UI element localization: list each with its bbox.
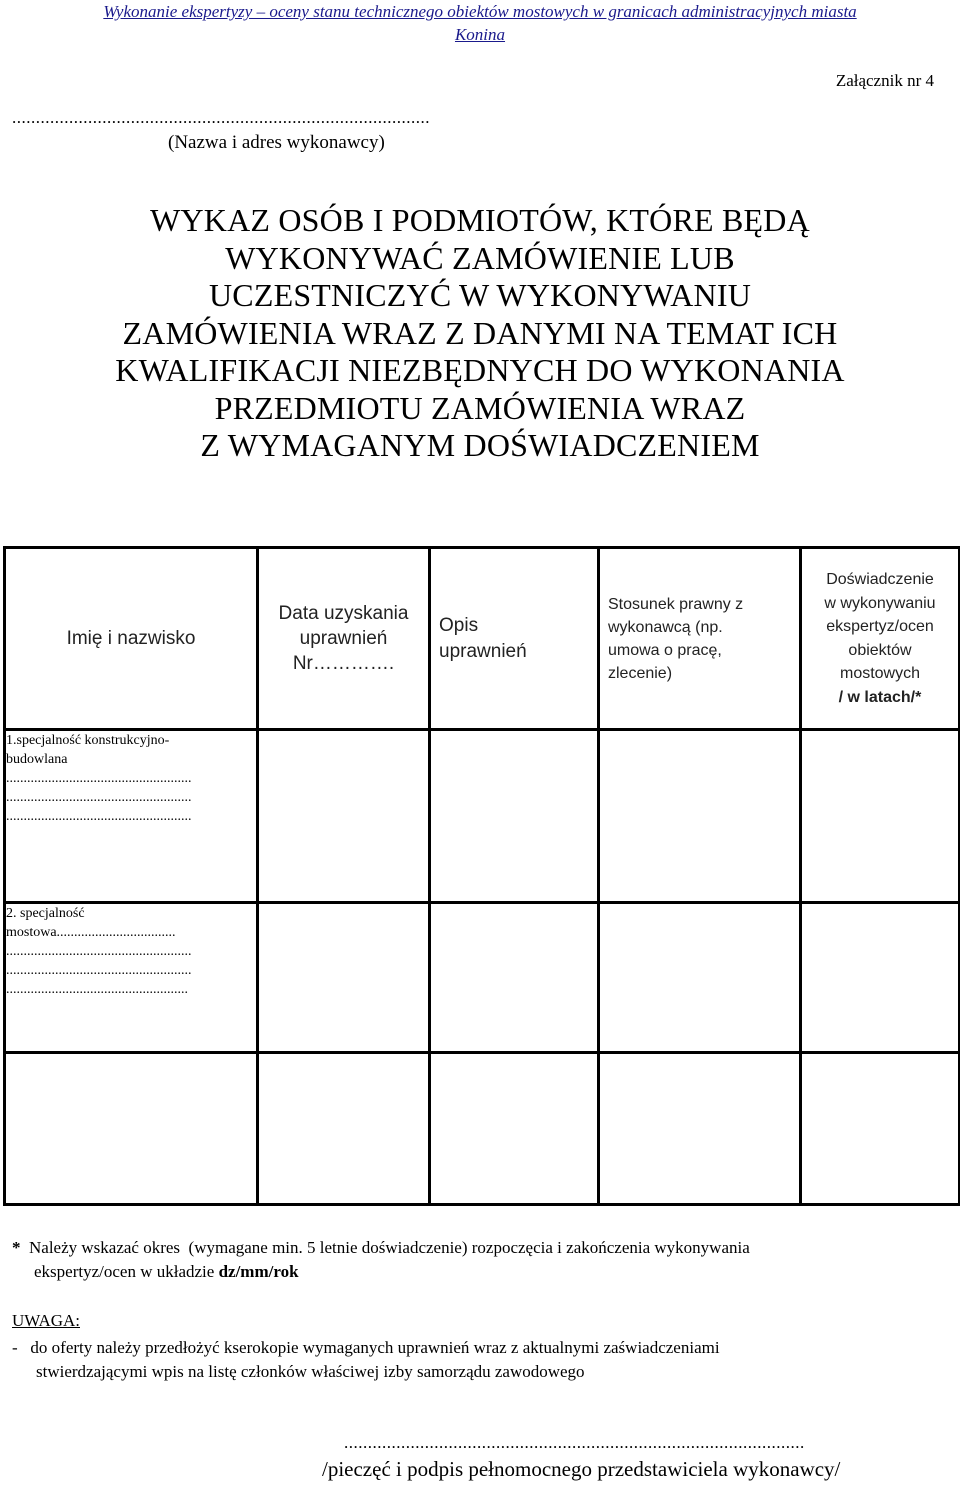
header-experience-line: Doświadczenie — [826, 571, 934, 588]
title-line: ZAMÓWIENIA WRAZ Z DANYMI NA TEMAT ICH — [122, 314, 838, 351]
title-line: Z WYMAGANYM DOŚWIADCZENIEM — [200, 427, 760, 463]
header-description-line: uprawnień — [439, 640, 527, 662]
contractor-label: (Nazwa i adres wykonawcy) — [168, 132, 385, 153]
row-line: mostowa.................................. — [6, 925, 176, 940]
remark-line-1: - do oferty należy przedłożyć kserokopie wymaganych uprawnień wraz z aktualnymi zaświadczeniami — [12, 1338, 720, 1357]
footnote-line-2 — [12, 1260, 750, 1284]
row-line: 1.specjalność konstrukcyjno- — [6, 733, 170, 748]
title-line: PRZEDMIOTU ZAMÓWIENIA WRAZ — [214, 389, 746, 426]
annex-label: Załącznik nr 4 — [835, 71, 934, 90]
table-row — [5, 1053, 960, 1205]
header-legal-relation — [599, 548, 801, 730]
table-row — [5, 730, 960, 903]
row-line: ..................................................... — [6, 771, 192, 786]
row-line: ..................................................... — [6, 809, 192, 824]
table-cell[interactable] — [801, 903, 960, 1053]
table-cell[interactable] — [258, 1053, 430, 1205]
contractor-name-field[interactable]: ........................................................................................ — [12, 108, 430, 127]
table-cell[interactable] — [430, 730, 599, 903]
table-row — [5, 903, 960, 1053]
header-legal-line: wykonawcą (np. — [608, 618, 723, 636]
table-cell[interactable] — [599, 730, 801, 903]
footnote-format: dz/mm/rok — [218, 1262, 299, 1281]
document-title — [0, 202, 960, 465]
title-line: WYKAZ OSÓB I PODMIOTÓW, KTÓRE BĘDĄ — [150, 202, 810, 238]
table-cell[interactable] — [258, 903, 430, 1053]
header-experience-line: w wykonywaniu — [824, 594, 936, 612]
table-cell[interactable] — [430, 903, 599, 1053]
header-experience-line: ekspertyz/ocen — [826, 618, 934, 635]
title-line: KWALIFIKACJI NIEZBĘDNYCH DO WYKONANIA — [115, 352, 845, 388]
table-cell[interactable] — [430, 1053, 599, 1205]
row-specialty-construction[interactable] — [5, 730, 258, 903]
table-cell[interactable] — [599, 903, 801, 1053]
persons-table — [3, 546, 960, 1206]
header-description-line: Opis — [439, 614, 479, 636]
remark-line-2: stwierdzającymi wpis na listę członków właściwej izby samorządu zawodowego — [36, 1362, 585, 1381]
header-legal-line: Stosunek prawny z — [608, 595, 744, 613]
table-header-row — [5, 548, 960, 730]
footnote-text: Należy wskazać okres (wymagane min. 5 letnie doświadczenie) rozpoczęcia i zakończenia wykonywania — [20, 1238, 750, 1257]
header-legal-line: umowa o pracę, — [608, 641, 722, 659]
footnote-format-prefix: ekspertyz/ocen w układzie — [34, 1262, 219, 1281]
table-cell[interactable] — [258, 730, 430, 903]
warning-remark — [12, 1336, 720, 1384]
header-date — [258, 548, 430, 730]
header-experience-line: mostowych — [839, 665, 921, 682]
footnote-star: * — [12, 1238, 21, 1257]
table-cell[interactable] — [801, 1053, 960, 1205]
header-line-1: Wykonanie ekspertyzy – oceny stanu technicznego obiektów mostowych w granicach administracyjnych miasta — [103, 2, 857, 21]
row-line: budowlana — [6, 752, 68, 767]
row-line: 2. specjalność — [6, 906, 85, 921]
document-header — [0, 0, 960, 46]
row-line: .................................................... — [6, 982, 188, 997]
title-line: WYKONYWAĆ ZAMÓWIENIE LUB — [225, 239, 735, 276]
header-date-line: Nr…………. — [292, 653, 395, 674]
title-line: UCZESTNICZYĆ W WYKONYWANIU — [208, 277, 752, 313]
header-line-2: Konina — [454, 25, 506, 44]
footnote — [12, 1236, 750, 1284]
header-experience — [801, 548, 960, 730]
row-line: ..................................................... — [6, 944, 192, 959]
row-line: ..................................................... — [6, 790, 192, 805]
warning-heading: UWAGA: — [12, 1311, 80, 1330]
header-name — [5, 548, 258, 730]
table-cell[interactable] — [801, 730, 960, 903]
header-name-label: Imię i nazwisko — [66, 627, 196, 649]
header-date-line: Data uzyskania — [278, 603, 409, 624]
header-experience-line: obiektów — [848, 641, 912, 659]
row-specialty-bridge[interactable] — [5, 903, 258, 1053]
header-description — [430, 548, 599, 730]
table-cell[interactable] — [599, 1053, 801, 1205]
signature-label: /pieczęć i podpis pełnomocnego przedstawiciela wykonawcy/ — [322, 1457, 841, 1481]
header-legal-line: zlecenie) — [608, 664, 673, 682]
table-cell[interactable] — [5, 1053, 258, 1205]
header-experience-line: / w latach/* — [838, 688, 922, 706]
footnote-line-1 — [12, 1236, 750, 1260]
signature-field[interactable]: ................................................................................................. — [344, 1433, 805, 1452]
header-date-line: uprawnień — [299, 628, 388, 649]
row-line: ..................................................... — [6, 963, 192, 978]
